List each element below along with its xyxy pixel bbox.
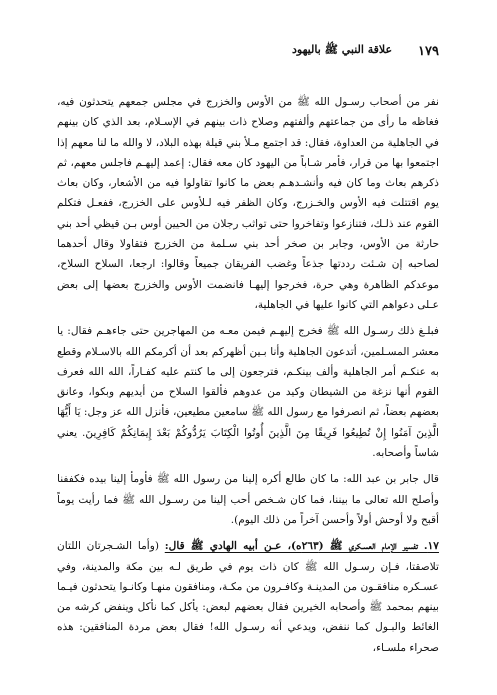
page-header	[62, 40, 439, 62]
paragraph-1: نفر من أصحاب رسـول الله ﷺ من الأوس والخزرج في مجلس جمعهم يتحدثون فيه، فغاظه ما رأى من جماعتهم وألفتهم وصلاح ذات بينهم في الإسـلام، بعد الذي كان بينهم في الجاهلية من العداوة، فقال: قد اجتمع مـلأ بني قيلة بهذه البلاد، لا والله ما لنا معهم إذا اجتمعوا بها من قرار، فأمر شـاباً من اليهود كان معه فقال: إعمد إليهـم فاجلس معهم، ثم ذكرهم بعاث وما كان فيه وأنشـدهـم بعض ما كانوا تقاولوا فيه من الأشعار، وكان بعاث يوم اقتتلت فيه الأوس والخـزرج، وكان الظفر فيه لـلأوس على الخزرج، ففعـل فتكلم القوم عند ذلـك، فتنازعوا وتفاخروا حتى تواثب رجلان من الحيين أوس بـن قيظي أحد بني حارثة من الأوس، وجابر بن صخر أحد بني سـلمة من الخزرج فتقاولا وقال أحدهما لصاحبه إن شـئت رددتها جذعاً وغضب الفريقان جميعاً وقالوا: ارجعا، السلاح السلاح، موعدكم الظاهرة وهي حرة، فخرجوا إليهـا فانضمت الأوس والخزرج بعضها إلى بعض عـلى دعواهم التي كانوا عليها في الجاهلية،	[56, 96, 439, 311]
section-heading: ١٧. تفسير الإمام العسـكري ﷺ (٢٦٣ه)، عـن أبيه الهادي ﷺ قال:	[164, 540, 439, 553]
paragraph-4-container	[57, 536, 439, 658]
body-text	[57, 92, 439, 664]
paragraph-4: (وأما الشـجرتان اللتان تلاصقتا، فـإن رسـول الله ﷺ كان ذات يوم في طريق لـه بين مكة والمدينة، وفي عسـكره منافقـون من المدينـة وكافـرون من مكـة، ومنافقون منهـا وكانـوا يتحدثون فيـما بينهم بمحمد ﷺ وأصحابه الخيرين فقال بعضهم لبعض: يأكل كما نأكل وينفض كرشه من الغائط والبـول كما ننفض، ويدعي أنه رسـول الله! فقال بعض مردة المنافقين: هذه صحراء ملسـاء،	[57, 540, 439, 654]
running-title: علاقة النبي ﷺ باليهود	[292, 43, 393, 56]
page-number: ١٧٩	[418, 43, 439, 59]
paragraph-3: قال جابر بن عبد الله: ما كان طالع أكره إلينا من رسول الله ﷺ فأومأ إلينا بيده فكففنا وأصلح الله تعالى ما بيننا، فما كان شـخص أحب إلينا من رسـول الله ﷺ فما رأيت يوماً أقبح ولا أوحش أولاً وأحسن آخراً من ذلك اليوم).	[57, 473, 439, 526]
paragraph-2: فبلـغ ذلك رسـول الله ﷺ فخرج إليهـم فيمن معـه من المهاجرين حتى جاءهـم فقال: يا معشر المسـلمين، أتدعون الجاهلية وأنا بـين أظهركم بعد أن أكرمكم الله بالاسـلام وقطع به عنكـم أمر الجاهلية وألف بينكـم، فترجعون إلى ما كنتم عليه كفـاراً، الله الله فعرف القوم أنها نزغة من الشيطان وكيد من عدوهم فألقوا السلاح من أيديهم وبكوا، وعانق بعضهم بعضاً، ثم انصرفوا مع رسول الله ﷺ سامعين مطيعين، فأنزل الله عز وجل: يَا أَيُّهَا الَّذِينَ آمَنُوا إِنْ تُطِيعُوا فَرِيقًا مِنَ الَّذِينَ أُوتُوا الْكِتَابَ يَرُدُّوكُمْ بَعْدَ إِيمَانِكُمْ كَافِرِينَ. يعني شاساً وأصحابه.	[57, 325, 439, 460]
